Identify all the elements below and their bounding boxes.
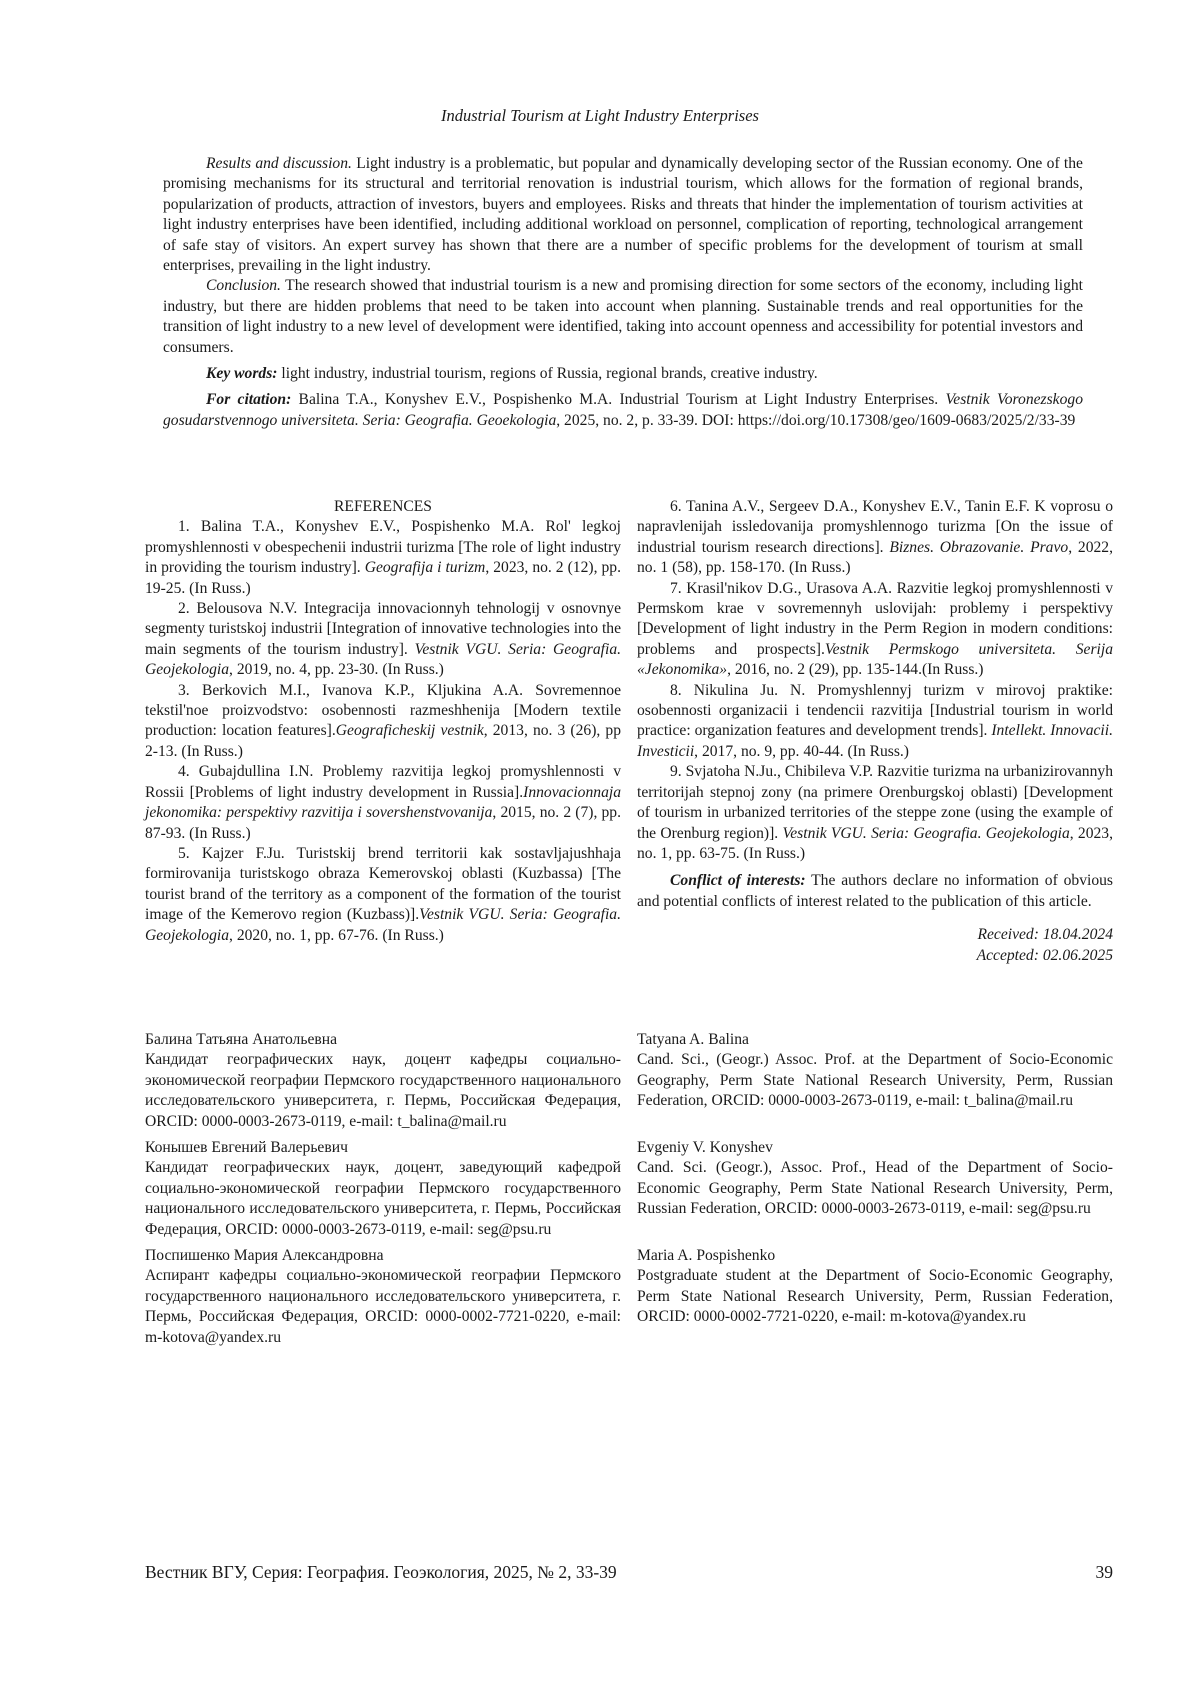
italic-text: Geograficheskij vestnik xyxy=(335,722,484,740)
italic-text: Results and discussion. xyxy=(206,155,352,172)
abstract xyxy=(163,154,1083,431)
body-text: 6. Tanina A.V., Sergeev D.A., Konyshev E.V., Tanin E.F. K voprosu o napravlenijah issledovanija promyshlennogo turizma [On the issue of industrial tourism research directions]. xyxy=(637,498,1113,556)
italic-text: Geografija i turizm xyxy=(364,559,486,577)
reference-item xyxy=(145,599,621,681)
reference-item xyxy=(637,497,1113,579)
reference-item xyxy=(145,681,621,763)
author-info-ru: Аспирант кафедры социально-экономической географии Пермского государственного национального исследовательского университета, г. Пермь, Российская Федерация, ORCID: 0000-0002-7721-0220, e-mail: m-kotova@yandex.ru xyxy=(145,1267,621,1346)
body-text: 2. Belousova N.V. Integracija innovacionnyh tehnologij v osnovnye segmenty turistskoj industrii [Integration of innovative technologies into the main segments of the tourism industry]. xyxy=(145,600,621,658)
italic-text: Vestnik VGU. Seria: Geografia. Geojekologia xyxy=(145,906,622,944)
author-row xyxy=(145,1138,1113,1240)
left-column xyxy=(145,497,621,966)
citation-paragraph xyxy=(163,390,1083,431)
author-info-en: Postgraduate student at the Department of Socio-Economic Geography, Perm State National Research University, Perm, Russian Federation, ORCID: 0000-0002-7721-0220, e-mail: m-kotova@yandex.ru xyxy=(637,1267,1113,1326)
label-text: Key words: xyxy=(206,365,278,383)
page-number: 39 xyxy=(1095,1562,1113,1582)
body-text: , 2015, no. 2 (7), pp. 87-93. (In Russ.) xyxy=(145,804,621,842)
author-info-ru: Кандидат географических наук, доцент кафедры социально-экономической географии Пермского государственного национального исследовательского университета, г. Пермь, Российская Федерация, ORCID: 0000-0003-2673-0119, e-mail: t_balina@mail.ru xyxy=(145,1051,621,1130)
author-name-ru: Конышев Евгений Валерьевич xyxy=(145,1139,348,1157)
body-text: , 2020, no. 1, pp. 67-76. (In Russ.) xyxy=(229,926,444,944)
received-date: Received: 18.04.2024 xyxy=(977,926,1113,944)
references-title: REFERENCES xyxy=(334,498,432,515)
body-text: , 2025, no. 2, p. 33-39. DOI: https://doi.org/10.17308/geo/1609-0683/2025/2/33-39 xyxy=(556,411,1076,429)
results-paragraph xyxy=(163,154,1083,276)
reference-item xyxy=(145,517,621,599)
label-text: For citation: xyxy=(206,391,292,409)
author-name-en: Maria A. Pospishenko xyxy=(637,1247,776,1265)
author-info-en: Cand. Sci., (Geogr.) Assoc. Prof. at the Department of Socio-Economic Geography, Perm State National Research University, Perm, Russian Federation, ORCID: 0000-0003-2673-0119, e-mail: t_balina@mail.ru xyxy=(637,1051,1113,1110)
body-text: , 2022, no. 1 (58), pp. 158-170. (In Russ.) xyxy=(637,538,1113,577)
body-text: The authors declare no information of obvious and potential conflicts of interest related to the publication of this article. xyxy=(637,872,1113,910)
references-section xyxy=(145,497,1113,966)
body-text: , 2019, no. 4, pp. 23-30. (In Russ.) xyxy=(229,661,444,679)
body-text: 1. Balina T.A., Konyshev E.V., Pospishenko M.A. Rol' legkoj promyshlennosti v obespechenii industrii turizma [The role of light industry in providing the tourism industry]. xyxy=(145,518,621,577)
body-text: 3. Berkovich M.I., Ivanova K.P., Kljukina A.A. Sovremennoe tekstil'noe proizvodstvo: osobennosti razmeshhenija [Modern textile production: location features]. xyxy=(145,681,621,740)
body-text: , 2016, no. 2 (29), pp. 135-144.(In Russ.) xyxy=(727,661,984,679)
italic-text: Intellekt. Innovacii. Investicii xyxy=(637,722,1113,760)
body-text: 5. Kajzer F.Ju. Turistskij brend territorii kak sostavljajushhaja formirovanija turistskogo obraza Kemerovskoj oblasti (Kuzbassa) [The tourist brand of the territory as a component of the formation of the tourist image of the Kemerovo region (Kuzbass)]. xyxy=(145,844,621,924)
reference-item xyxy=(637,762,1113,864)
reference-item xyxy=(637,681,1113,763)
body-text: 4. Gubajdullina I.N. Problemy razvitija legkoj promyshlennosti v Rossii [Problems of light industry development in Russia]. xyxy=(145,763,621,801)
reference-item xyxy=(145,762,621,844)
body-text: light industry, industrial tourism, regions of Russia, regional brands, creative industry. xyxy=(277,365,818,383)
italic-text: Vestnik VGU. Seria: Geografia. Geojekologia xyxy=(145,640,622,679)
reference-item xyxy=(637,579,1113,681)
author-info-en: Cand. Sci. (Geogr.), Assoc. Prof., Head of the Department of Socio-Economic Geography, Perm State National Research University, Perm, Russian Federation, ORCID: 0000-0003-2673-0119, e-mail: seg@psu.ru xyxy=(637,1159,1113,1218)
body-text: 8. Nikulina Ju. N. Promyshlennyj turizm v mirovoj praktike: osobennosti organizacii i tendencii razvitija [Industrial tourism in world practice: organization features and development trends]. xyxy=(637,681,1113,740)
author-name-ru: Поспишенко Мария Александровна xyxy=(145,1247,384,1265)
accepted-date: Accepted: 02.06.2025 xyxy=(976,946,1113,964)
italic-text: Biznes. Obrazovanie. Pravo xyxy=(889,538,1069,556)
italic-text: Vestnik Voronezskogo gosudarstvennogo universiteta. Seria: Geografia. Geoekologia xyxy=(163,391,1083,429)
reference-item xyxy=(145,844,621,946)
body-text: , 2023, no. 2 (12), pp. 19-25. (In Russ.) xyxy=(145,559,621,597)
dates xyxy=(637,925,1113,966)
body-text: 9. Svjatoha N.Ju., Chibileva V.P. Razvitie turizma na urbanizirovannyh territorijah stepnoj zony (na primere Orenburgskoj oblasti) [Development of tourism in urbanized territories of the steppe zone (using the example of the Orenburg region)]. xyxy=(637,763,1113,842)
keywords-paragraph xyxy=(163,364,1083,384)
italic-text: Vestnik Permskogo universiteta. Serija «Jekonomika» xyxy=(637,640,1113,679)
italic-text: Innovacionnaja jekonomika: perspektivy razvitija i sovershenstvovanija xyxy=(145,783,621,822)
conclusion-paragraph xyxy=(163,276,1083,358)
author-name-en: Evgeniy V. Konyshev xyxy=(637,1139,773,1157)
author-name-en: Tatyana A. Balina xyxy=(637,1031,749,1048)
page-footer xyxy=(145,1562,1113,1582)
author-name-ru: Балина Татьяна Анатольевна xyxy=(145,1031,337,1048)
italic-text: Vestnik VGU. Seria: Geografia. Geojekologia xyxy=(782,824,1070,842)
author-info-ru: Кандидат географических наук, доцент, заведующий кафедрой социально-экономической географии Пермского государственного национального исследовательского университета, г. Пермь, Российская Федерация, ORCID: 0000-0003-2673-0119, e-mail: seg@psu.ru xyxy=(145,1159,621,1238)
body-text: , 2013, no. 3 (26), pp 2-13. (In Russ.) xyxy=(145,722,621,760)
journal-name: Вестник ВГУ, Серия: География. Геоэкология, 2025, № 2, 33-39 xyxy=(145,1562,617,1582)
body-text: , 2017, no. 9, pp. 40-44. (In Russ.) xyxy=(694,742,909,760)
conflict-of-interests xyxy=(637,871,1113,912)
author-row xyxy=(145,1030,1113,1132)
italic-text: Conclusion. xyxy=(206,277,281,295)
body-text: Light industry is a problematic, but popular and dynamically developing sector of the Russian economy. One of the promising mechanisms for its structural and territorial renovation is industrial tourism, which allows for the formation of regional brands, popularization of products, attraction of investors, buyers and employees. Risks and threats that hinder the implementation of tourism activities at light industry enterprises have been identified, including additional workload on personnel, complication of reporting, technological arrangement of safe stay of visitors. An expert survey has shown that there are a number of specific problems for the development of tourism at small enterprises, prevailing in the light industry. xyxy=(163,155,1083,275)
authors-section xyxy=(145,1030,1113,1354)
running-head: Industrial Tourism at Light Industry Enterprises xyxy=(441,106,759,125)
right-column xyxy=(637,497,1113,966)
label-text: Conflict of interests: xyxy=(670,872,806,890)
body-text: , 2023, no. 1, pp. 63-75. (In Russ.) xyxy=(637,824,1113,862)
body-text: The research showed that industrial tourism is a new and promising direction for some sectors of the economy, including light industry, but there are hidden problems that need to be taken into account when planning. Sustainable trends and real opportunities for the transition of light industry to a new level of development were identified, taking into account openness and accessibility for potential investors and consumers. xyxy=(163,277,1083,356)
body-text: 7. Krasil'nikov D.G., Urasova A.A. Razvitie legkoj promyshlennosti v Permskom krae v sovremennyh uslovijah: problemy i perspektivy [Development of light industry in the Perm Region in modern conditions: problems and prospects]. xyxy=(637,579,1113,658)
body-text: Balina T.A., Konyshev E.V., Pospishenko M.A. Industrial Tourism at Light Industry Enterprises. xyxy=(291,391,946,409)
author-row xyxy=(145,1246,1113,1348)
